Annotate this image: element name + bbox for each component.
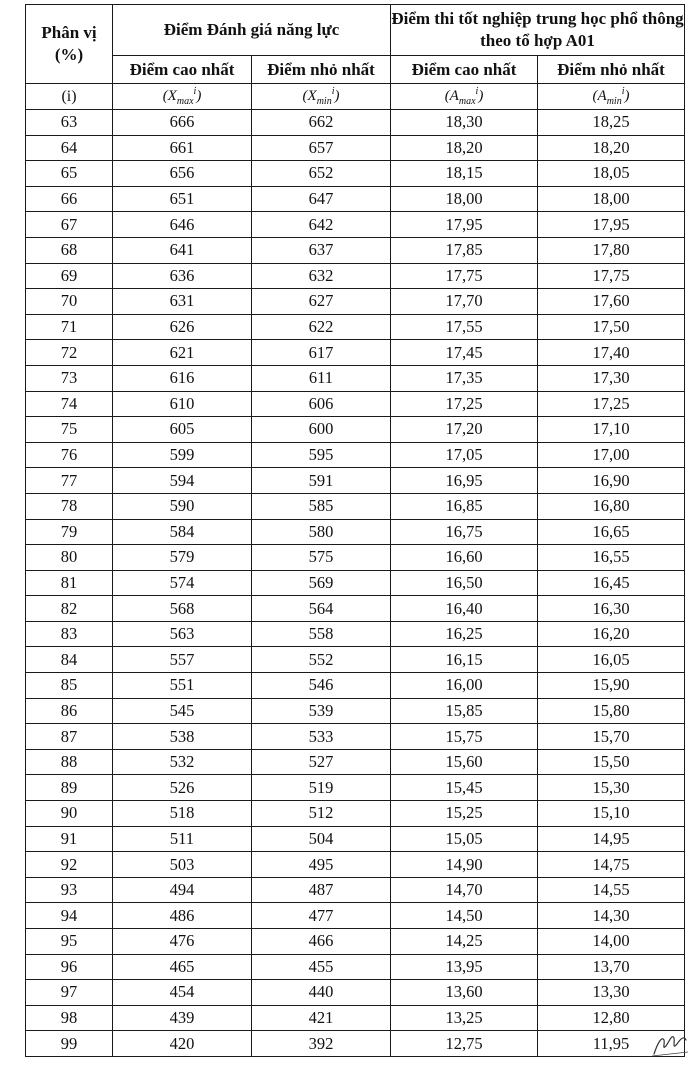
percentile-cell: 99 (26, 1031, 113, 1057)
percentile-cell: 83 (26, 621, 113, 647)
a-min-cell: 14,75 (538, 852, 685, 878)
a-min-cell: 13,70 (538, 954, 685, 980)
percentile-cell: 86 (26, 698, 113, 724)
a-min-cell: 16,90 (538, 468, 685, 494)
percentile-cell: 97 (26, 980, 113, 1006)
percentile-score-table-page (25, 4, 684, 1057)
table-row (26, 391, 685, 417)
percentile-cell: 73 (26, 365, 113, 391)
x-max-cell: 646 (113, 212, 252, 238)
x-max-cell: 641 (113, 237, 252, 263)
a-min-cell: 17,25 (538, 391, 685, 417)
percentile-cell: 70 (26, 289, 113, 315)
x-min-cell: 580 (252, 519, 391, 545)
x-min-cell: 662 (252, 110, 391, 136)
table-row (26, 775, 685, 801)
a-min-cell: 17,75 (538, 263, 685, 289)
x-min-cell: 647 (252, 186, 391, 212)
x-max-cell: 568 (113, 596, 252, 622)
a-max-cell: 13,25 (391, 1005, 538, 1031)
percentile-cell: 72 (26, 340, 113, 366)
x-max-cell: 494 (113, 877, 252, 903)
x-min-cell: 495 (252, 852, 391, 878)
percentile-cell: 88 (26, 749, 113, 775)
percentile-cell: 65 (26, 161, 113, 187)
x-max-symbol: $(X_{max}^i)$ (113, 84, 252, 110)
a-min-cell: 15,10 (538, 801, 685, 827)
a-min-cell: 16,55 (538, 545, 685, 571)
a-max-cell: 17,85 (391, 237, 538, 263)
x-min-cell: 512 (252, 801, 391, 827)
a-min-cell: 15,80 (538, 698, 685, 724)
graduation-score-group-header: Điểm thi tốt nghiệp trung học phổ thông theo tổ hợp A01 (391, 5, 685, 56)
x-max-cell: 656 (113, 161, 252, 187)
percentile-cell: 90 (26, 801, 113, 827)
percentile-score-table (25, 4, 685, 1057)
percentile-cell: 64 (26, 135, 113, 161)
table-row (26, 903, 685, 929)
a-max-cell: 15,60 (391, 749, 538, 775)
x-min-cell: 569 (252, 570, 391, 596)
table-row (26, 289, 685, 315)
a-min-cell: 15,50 (538, 749, 685, 775)
table-row (26, 826, 685, 852)
x-min-cell: 504 (252, 826, 391, 852)
x-min-cell: 558 (252, 621, 391, 647)
percentile-cell: 93 (26, 877, 113, 903)
x-min-cell: 477 (252, 903, 391, 929)
a-max-cell: 16,25 (391, 621, 538, 647)
x-min-cell: 611 (252, 365, 391, 391)
x-max-cell: 599 (113, 442, 252, 468)
a-min-cell: 16,80 (538, 493, 685, 519)
percentile-cell: 74 (26, 391, 113, 417)
table-row (26, 493, 685, 519)
percentile-cell: 80 (26, 545, 113, 571)
x-max-cell: 420 (113, 1031, 252, 1057)
table-row (26, 929, 685, 955)
x-max-cell: 511 (113, 826, 252, 852)
a-min-cell: 17,60 (538, 289, 685, 315)
x-max-cell: 476 (113, 929, 252, 955)
a-max-cell: 14,90 (391, 852, 538, 878)
a-max-cell: 15,85 (391, 698, 538, 724)
a-min-cell: 14,95 (538, 826, 685, 852)
percentile-column-header (26, 5, 113, 84)
x-max-cell: 563 (113, 621, 252, 647)
a-min-symbol: $(A_{min}^i)$ (538, 84, 685, 110)
x-min-cell: 627 (252, 289, 391, 315)
a-min-cell: 18,00 (538, 186, 685, 212)
a-max-cell: 18,30 (391, 110, 538, 136)
a-max-cell: 14,70 (391, 877, 538, 903)
symbol-row (26, 84, 685, 110)
x-min-cell: 591 (252, 468, 391, 494)
a-max-cell: 17,20 (391, 417, 538, 443)
table-row (26, 545, 685, 571)
x-max-cell: 610 (113, 391, 252, 417)
table-row (26, 621, 685, 647)
x-min-cell: 600 (252, 417, 391, 443)
a-max-cell: 17,35 (391, 365, 538, 391)
x-max-cell: 503 (113, 852, 252, 878)
x-max-cell: 551 (113, 673, 252, 699)
a-max-cell: 17,05 (391, 442, 538, 468)
x-min-cell: 585 (252, 493, 391, 519)
table-row (26, 647, 685, 673)
x-max-cell: 574 (113, 570, 252, 596)
x-max-cell: 465 (113, 954, 252, 980)
a-min-cell: 17,30 (538, 365, 685, 391)
a-max-cell: 18,20 (391, 135, 538, 161)
x-max-cell: 486 (113, 903, 252, 929)
x-min-cell: 421 (252, 1005, 391, 1031)
x-max-cell: 666 (113, 110, 252, 136)
percentile-cell: 81 (26, 570, 113, 596)
a-min-cell: 17,80 (538, 237, 685, 263)
x-max-cell: 439 (113, 1005, 252, 1031)
x-min-cell: 657 (252, 135, 391, 161)
table-row (26, 673, 685, 699)
a-min-cell: 16,05 (538, 647, 685, 673)
percentile-cell: 75 (26, 417, 113, 443)
x-min-symbol: $(X_{min}^i)$ (252, 84, 391, 110)
x-min-cell: 564 (252, 596, 391, 622)
table-row (26, 417, 685, 443)
x-min-cell: 637 (252, 237, 391, 263)
a-max-cell: 12,75 (391, 1031, 538, 1057)
x-min-cell: 622 (252, 314, 391, 340)
index-symbol: (i) (26, 84, 113, 110)
x-max-cell: 579 (113, 545, 252, 571)
percentile-cell: 95 (26, 929, 113, 955)
table-row (26, 1005, 685, 1031)
a-min-cell: 14,55 (538, 877, 685, 903)
table-row (26, 314, 685, 340)
percentile-cell: 96 (26, 954, 113, 980)
percentile-cell: 82 (26, 596, 113, 622)
table-row (26, 1031, 685, 1057)
a-max-cell: 13,95 (391, 954, 538, 980)
x-max-cell: 651 (113, 186, 252, 212)
table-row (26, 263, 685, 289)
a-max-cell: 16,00 (391, 673, 538, 699)
a-max-cell: 16,40 (391, 596, 538, 622)
a-min-cell: 17,50 (538, 314, 685, 340)
x-min-cell: 632 (252, 263, 391, 289)
x-max-cell: 557 (113, 647, 252, 673)
x-min-cell: 652 (252, 161, 391, 187)
table-body (26, 110, 685, 1057)
a-max-cell: 13,60 (391, 980, 538, 1006)
x-min-column-header: Điểm nhỏ nhất (252, 56, 391, 84)
a-max-cell: 17,95 (391, 212, 538, 238)
percentile-cell: 94 (26, 903, 113, 929)
x-max-cell: 526 (113, 775, 252, 801)
x-max-cell: 631 (113, 289, 252, 315)
percentile-cell: 63 (26, 110, 113, 136)
a-max-cell: 17,55 (391, 314, 538, 340)
x-max-cell: 605 (113, 417, 252, 443)
a-max-symbol: $(A_{max}^i)$ (391, 84, 538, 110)
a-max-cell: 14,25 (391, 929, 538, 955)
x-max-cell: 661 (113, 135, 252, 161)
table-row (26, 852, 685, 878)
a-min-cell: 18,05 (538, 161, 685, 187)
x-min-cell: 539 (252, 698, 391, 724)
x-min-cell: 533 (252, 724, 391, 750)
a-min-cell: 16,20 (538, 621, 685, 647)
x-max-cell: 594 (113, 468, 252, 494)
signature-initials (650, 1030, 690, 1058)
percentile-cell: 89 (26, 775, 113, 801)
table-row (26, 698, 685, 724)
a-max-cell: 16,95 (391, 468, 538, 494)
percentile-cell: 68 (26, 237, 113, 263)
table-row (26, 442, 685, 468)
percentile-cell: 79 (26, 519, 113, 545)
x-min-cell: 392 (252, 1031, 391, 1057)
a-min-cell: 17,10 (538, 417, 685, 443)
a-max-cell: 16,60 (391, 545, 538, 571)
x-max-cell: 518 (113, 801, 252, 827)
a-min-cell: 14,00 (538, 929, 685, 955)
table-row (26, 186, 685, 212)
a-max-cell: 17,75 (391, 263, 538, 289)
a-max-cell: 16,75 (391, 519, 538, 545)
a-max-cell: 14,50 (391, 903, 538, 929)
a-min-cell: 15,90 (538, 673, 685, 699)
a-min-column-header: Điểm nhỏ nhất (538, 56, 685, 84)
x-max-cell: 621 (113, 340, 252, 366)
x-max-cell: 545 (113, 698, 252, 724)
table-row (26, 980, 685, 1006)
percentile-cell: 98 (26, 1005, 113, 1031)
table-row (26, 237, 685, 263)
percentile-cell: 66 (26, 186, 113, 212)
table-row (26, 801, 685, 827)
percentile-cell: 69 (26, 263, 113, 289)
x-min-cell: 617 (252, 340, 391, 366)
x-max-cell: 590 (113, 493, 252, 519)
x-max-cell: 584 (113, 519, 252, 545)
a-max-cell: 16,50 (391, 570, 538, 596)
a-min-cell: 15,30 (538, 775, 685, 801)
a-max-cell: 15,05 (391, 826, 538, 852)
percentile-cell: 85 (26, 673, 113, 699)
table-row (26, 724, 685, 750)
table-row (26, 212, 685, 238)
a-min-cell: 15,70 (538, 724, 685, 750)
percentile-cell: 67 (26, 212, 113, 238)
x-min-cell: 455 (252, 954, 391, 980)
a-max-cell: 16,85 (391, 493, 538, 519)
x-max-cell: 454 (113, 980, 252, 1006)
x-min-cell: 552 (252, 647, 391, 673)
percentile-cell: 71 (26, 314, 113, 340)
percentile-cell: 78 (26, 493, 113, 519)
a-max-cell: 18,00 (391, 186, 538, 212)
x-min-cell: 519 (252, 775, 391, 801)
a-min-cell: 17,95 (538, 212, 685, 238)
x-min-cell: 606 (252, 391, 391, 417)
competency-score-group-header: Điểm Đánh giá năng lực (113, 5, 391, 56)
percentile-cell: 87 (26, 724, 113, 750)
table-row (26, 877, 685, 903)
x-max-cell: 532 (113, 749, 252, 775)
a-max-cell: 15,75 (391, 724, 538, 750)
a-min-cell: 16,45 (538, 570, 685, 596)
x-min-cell: 575 (252, 545, 391, 571)
table-row (26, 570, 685, 596)
table-row (26, 135, 685, 161)
x-max-column-header: Điểm cao nhất (113, 56, 252, 84)
x-min-cell: 642 (252, 212, 391, 238)
percentile-cell: 91 (26, 826, 113, 852)
a-max-cell: 17,25 (391, 391, 538, 417)
a-max-cell: 17,45 (391, 340, 538, 366)
a-min-cell: 13,30 (538, 980, 685, 1006)
a-min-cell: 14,30 (538, 903, 685, 929)
x-max-cell: 616 (113, 365, 252, 391)
a-min-cell: 17,40 (538, 340, 685, 366)
a-max-cell: 15,25 (391, 801, 538, 827)
a-min-cell: 17,00 (538, 442, 685, 468)
percentile-cell: 84 (26, 647, 113, 673)
a-max-cell: 18,15 (391, 161, 538, 187)
x-min-cell: 595 (252, 442, 391, 468)
table-row (26, 161, 685, 187)
x-min-cell: 487 (252, 877, 391, 903)
a-max-column-header: Điểm cao nhất (391, 56, 538, 84)
a-min-cell: 12,80 (538, 1005, 685, 1031)
table-row (26, 596, 685, 622)
percentile-header-line2: (%) (54, 45, 84, 64)
table-row (26, 468, 685, 494)
a-min-cell: 16,65 (538, 519, 685, 545)
a-max-cell: 15,45 (391, 775, 538, 801)
percentile-header-line1: Phân vị (41, 23, 97, 42)
table-row (26, 340, 685, 366)
a-max-cell: 17,70 (391, 289, 538, 315)
table-row (26, 749, 685, 775)
x-min-cell: 440 (252, 980, 391, 1006)
a-min-cell: 18,25 (538, 110, 685, 136)
percentile-cell: 92 (26, 852, 113, 878)
x-min-cell: 527 (252, 749, 391, 775)
percentile-cell: 77 (26, 468, 113, 494)
table-row (26, 954, 685, 980)
a-min-cell: 11,95 (538, 1031, 685, 1057)
table-row (26, 110, 685, 136)
table-row (26, 365, 685, 391)
percentile-cell: 76 (26, 442, 113, 468)
x-max-cell: 636 (113, 263, 252, 289)
table-row (26, 519, 685, 545)
x-max-cell: 626 (113, 314, 252, 340)
a-max-cell: 16,15 (391, 647, 538, 673)
x-min-cell: 546 (252, 673, 391, 699)
a-min-cell: 18,20 (538, 135, 685, 161)
a-min-cell: 16,30 (538, 596, 685, 622)
x-max-cell: 538 (113, 724, 252, 750)
x-min-cell: 466 (252, 929, 391, 955)
